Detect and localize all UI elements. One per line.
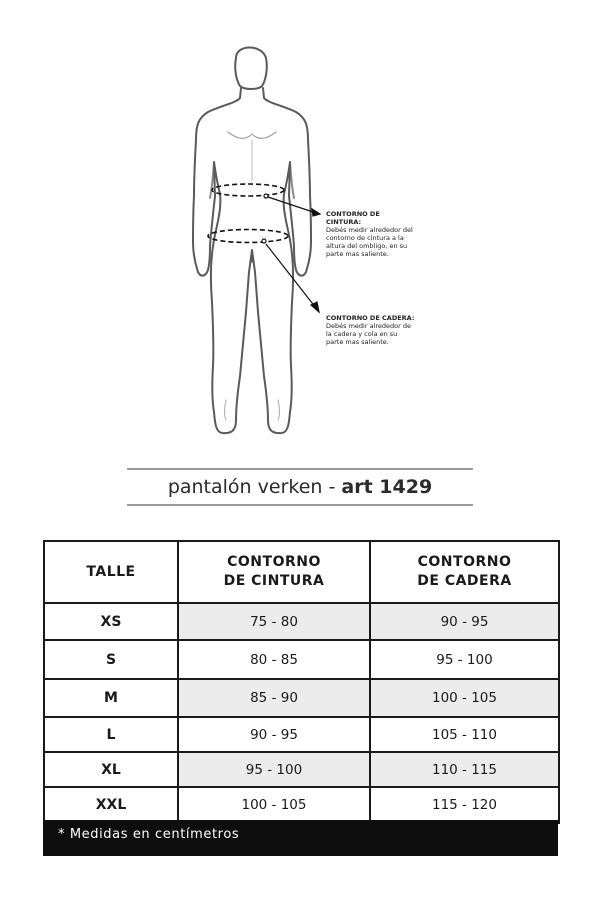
- product-article: art 1429: [341, 476, 433, 498]
- header-hip: CONTORNO DE CADERA: [370, 541, 559, 603]
- table-row: [44, 603, 559, 640]
- hip-cell: 110 - 115: [370, 752, 559, 787]
- size-cell: XXL: [44, 787, 178, 823]
- header-waist: CONTORNO DE CINTURA: [178, 541, 370, 603]
- table-row: [44, 752, 559, 787]
- waist-cell: 90 - 95: [178, 717, 370, 752]
- table-row: [44, 717, 559, 752]
- product-title: [127, 470, 473, 504]
- size-cell: XL: [44, 752, 178, 787]
- table-row: [44, 679, 559, 717]
- hip-measure-line: [208, 230, 288, 243]
- size-chart-table: [43, 540, 560, 824]
- size-cell: L: [44, 717, 178, 752]
- waist-cell: 85 - 90: [178, 679, 370, 717]
- waist-annotation-text: Debés medir alrededor del contorno de cintura a la altura del ombligo, en su parte mas saliente.: [326, 226, 413, 258]
- product-name: pantalón verken: [167, 476, 323, 498]
- waist-cell: 95 - 100: [178, 752, 370, 787]
- waist-cell: 100 - 105: [178, 787, 370, 823]
- waist-cell: 75 - 80: [178, 603, 370, 640]
- table-row: [44, 787, 559, 823]
- waist-annotation-title: CONTORNO DE CINTURA:: [326, 210, 380, 226]
- waist-annotation: [326, 210, 416, 258]
- table-header-row: [44, 541, 559, 603]
- product-title-bar: [127, 468, 473, 506]
- waist-measure-line: [212, 184, 284, 196]
- hip-cell: 90 - 95: [370, 603, 559, 640]
- header-size: TALLE: [44, 541, 178, 603]
- size-cell: M: [44, 679, 178, 717]
- hip-cell: 95 - 100: [370, 640, 559, 679]
- hip-cell: 100 - 105: [370, 679, 559, 717]
- table-row: [44, 640, 559, 679]
- measurement-unit-note: * Medidas en centímetros: [43, 820, 558, 856]
- size-cell: S: [44, 640, 178, 679]
- size-cell: XS: [44, 603, 178, 640]
- hip-annotation-title: CONTORNO DE CADERA:: [326, 314, 415, 322]
- hip-annotation: [326, 314, 416, 346]
- hip-cell: 105 - 110: [370, 717, 559, 752]
- product-title-separator: -: [322, 476, 342, 498]
- hip-cell: 115 - 120: [370, 787, 559, 823]
- hip-annotation-text: Debés medir alrededor de la cadera y cola en su parte mas saliente.: [326, 322, 411, 346]
- waist-cell: 80 - 85: [178, 640, 370, 679]
